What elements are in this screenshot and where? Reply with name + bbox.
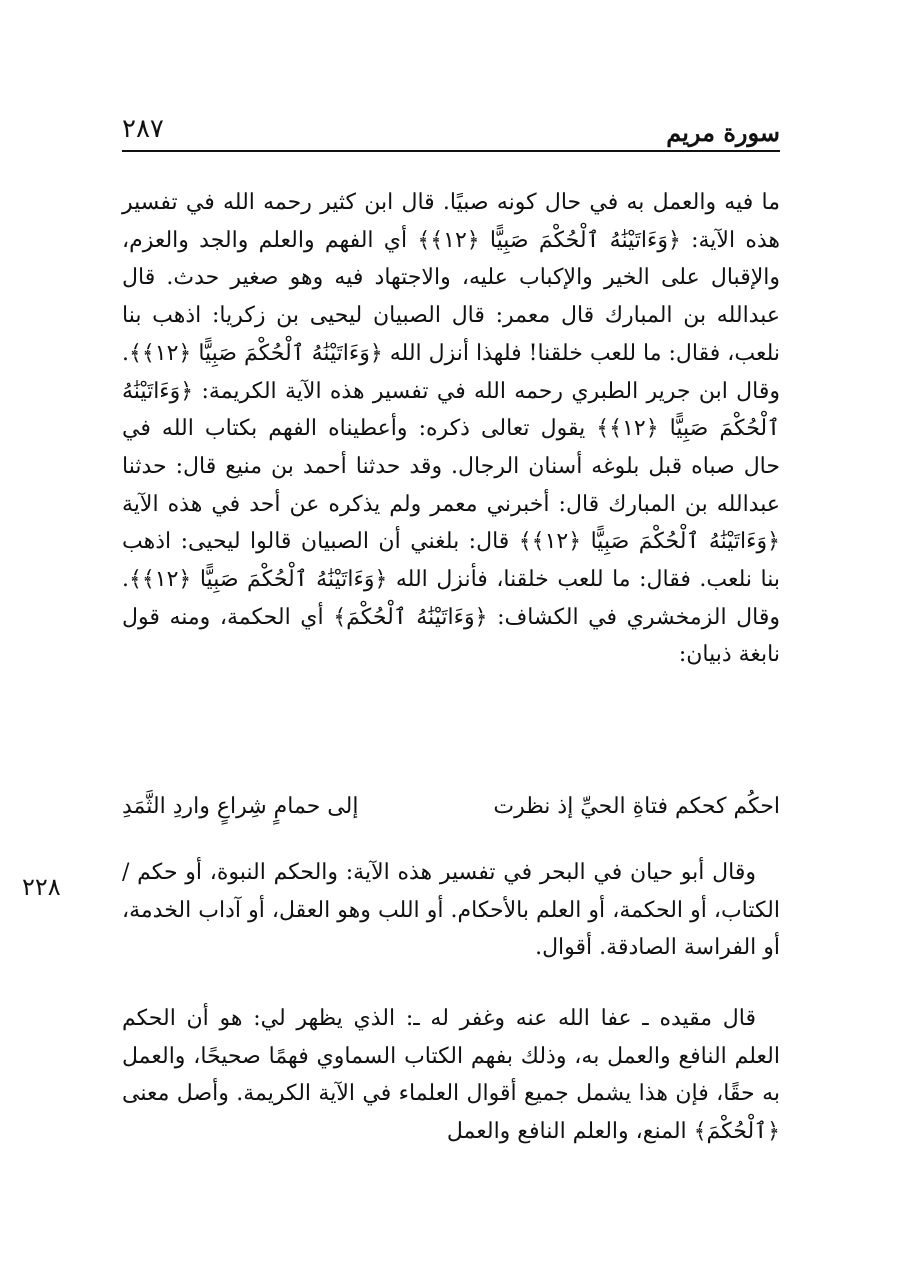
paragraph-1-text: ما فيه والعمل به في حال كونه صبيًا. قال ابن كثير رحمه الله في تفسير هذه الآية: ﴿وَءَاتَيْنَٰهُ ٱلْحُكْمَ صَبِيًّا ﴿١٢﴾﴾ أي الفهم والعلم والجد والعزم، والإقبال على الخير والإكباب عليه، والاجتهاد فيه وهو صغير حدث. قال عبدالله بن المبارك قال معمر: قال الصبيان ليحيى بن زكريا: اذهب بنا نلعب، فقال: ما للعب خلقنا! فلهذا أنزل الله ﴿وَءَاتَيْنَٰهُ ٱلْحُكْمَ صَبِيًّا ﴿١٢﴾﴾. وقال ابن جرير الطبري رحمه الله في تفسير هذه الآية الكريمة: ﴿وَءَاتَيْنَٰهُ ٱلْحُكْمَ صَبِيًّا ﴿١٢﴾﴾ يقول تعالى ذكره: وأعطيناه الفهم بكتاب الله في حال صباه قبل بلوغه أسنان الرجال. وقد حدثنا أحمد بن منيع قال: حدثنا عبدالله بن المبارك قال: أخبرني معمر ولم يذكره عن أحد في هذه الآية ﴿وَءَاتَيْنَٰهُ ٱلْحُكْمَ صَبِيًّا ﴿١٢﴾﴾ قال: بلغني أن الصبيان قالوا ليحيى: اذهب بنا نلعب. فقال: ما للعب خلقنا، فأنزل الله ﴿وَءَاتَيْنَٰهُ ٱلْحُكْمَ صَبِيًّا ﴿١٢﴾﴾. وقال الزمخشري في الكشاف: ﴿وَءَاتَيْنَٰهُ ٱلْحُكْمَ﴾ أي الحكمة، ومنه قول نابغة ذبيان: — [122, 190, 780, 668]
poem-second-hemistich: إلى حمامٍ شِراعٍ واردِ الثَّمَدِ — [122, 794, 359, 819]
paragraph-3-text: قال مقيده ـ عفا الله عنه وغفر له ـ: الذي يظهر لي: هو أن الحكم العلم النافع والعمل به، وذلك بفهم الكتاب السماوي فهمًا صحيحًا، والعمل به حقًا، فإن هذا يشمل جميع أقوال العلماء في الآية الكريمة. وأصل معنى ﴿ٱلْحُكْمَ﴾ المنع، والعلم النافع والعمل — [122, 1006, 780, 1145]
paragraph-3 — [122, 1000, 780, 1151]
poem-first-hemistich: احكُم كحكم فتاةِ الحيِّ إذ نظرت — [493, 794, 780, 819]
poem-verse — [122, 788, 780, 828]
paragraph-2 — [122, 854, 780, 967]
paragraph-2-text: وقال أبو حيان في البحر في تفسير هذه الآية: والحكم النبوة، أو حكم / الكتاب، أو الحكمة، أو العلم بالأحكام. أو اللب وهو العقل، أو آداب الخدمة، أو الفراسة الصادقة. أقوال. — [122, 860, 780, 961]
running-header — [122, 108, 780, 152]
margin-page-reference: ٢٢٨ — [22, 873, 61, 901]
paragraph-1 — [122, 184, 780, 674]
page-number: ٢٨٧ — [122, 114, 164, 144]
surah-title: سورة مريم — [666, 118, 780, 147]
